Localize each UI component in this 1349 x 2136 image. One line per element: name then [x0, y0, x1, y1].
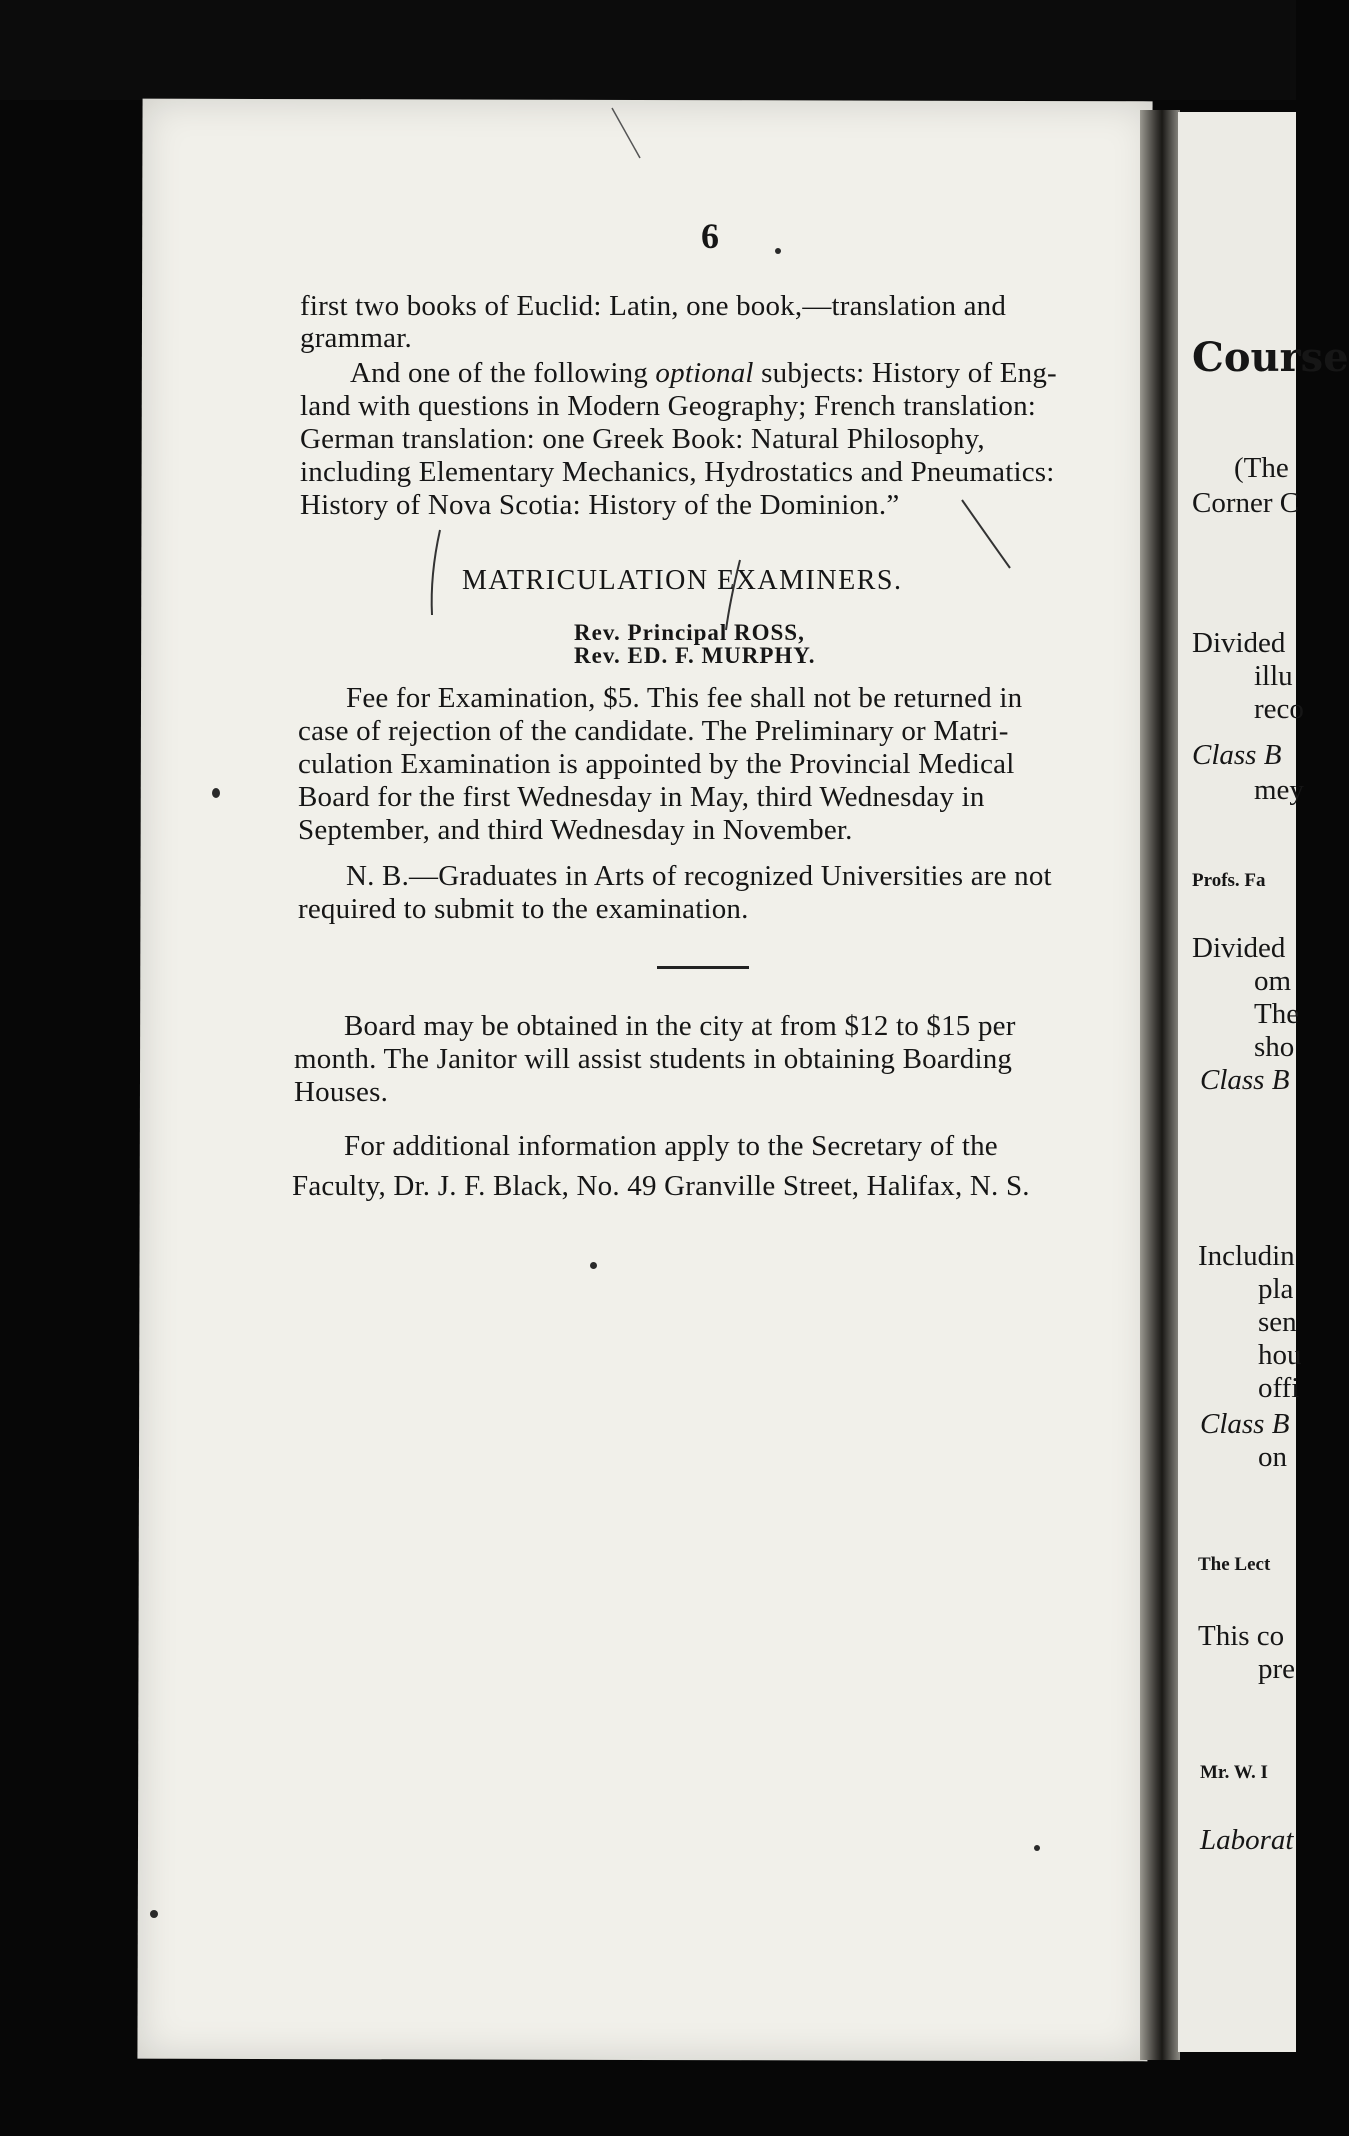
rp-line: Profs. Fa	[1192, 870, 1266, 891]
examiner-1: Rev. Principal ROSS,	[574, 620, 805, 645]
fee-line5: September, and third Wednesday in November.	[298, 814, 853, 846]
rp-line: The	[1254, 998, 1300, 1030]
p2-line1-a: And one of the following	[350, 357, 656, 389]
board-line1: Board may be obtained in the city at from $12 to $15 per	[344, 1010, 1016, 1042]
rp-line: Includin	[1198, 1240, 1295, 1272]
rp-line: illu	[1254, 660, 1293, 692]
p1-line2: grammar.	[300, 322, 412, 354]
pencil-mark-diagonal	[962, 500, 1010, 568]
pencil-mark-top	[612, 108, 640, 158]
examiners-heading: MATRICULATION EXAMINERS.	[462, 565, 903, 596]
rp-line: Divided	[1192, 932, 1286, 964]
rp-line: reco	[1254, 693, 1304, 725]
rp-line: om	[1254, 965, 1292, 997]
rp-line: This co	[1198, 1620, 1285, 1652]
ink-speck	[1034, 1845, 1040, 1851]
board-line3: Houses.	[294, 1076, 389, 1108]
p2-line3: German translation: one Greek Book: Natural Philosophy,	[300, 423, 985, 455]
examiner-2: Rev. ED. F. MURPHY.	[574, 643, 816, 668]
right-page	[1178, 112, 1349, 2052]
ink-speck	[150, 1910, 158, 1918]
ink-speck	[212, 788, 220, 798]
p2-line1-b: subjects: History of Eng-	[753, 357, 1057, 389]
rp-line: offi	[1258, 1372, 1300, 1404]
rp-line: pre	[1258, 1653, 1296, 1685]
pencil-mark-stroke-center	[726, 560, 740, 630]
rp-line: on	[1258, 1441, 1287, 1473]
info-line2: Faculty, Dr. J. F. Black, No. 49 Granville Street, Halifax, N. S.	[292, 1170, 1030, 1202]
p2-line2: land with questions in Modern Geography; French translation:	[300, 390, 1037, 422]
info-line1: For additional information apply to the Secretary of the	[344, 1130, 998, 1162]
pencil-mark-bracket-left	[432, 530, 440, 615]
nb-line2: required to submit to the examination.	[298, 893, 749, 925]
rp-line: sho	[1254, 1031, 1295, 1063]
fee-line2: case of rejection of the candidate. The Preliminary or Matri-	[298, 715, 1009, 747]
page-number: 6	[701, 216, 719, 256]
right-page-title: Course	[1192, 334, 1349, 381]
rp-line: Class B	[1200, 1408, 1290, 1440]
p1-line1: first two books of Euclid: Latin, one book,—translation and	[300, 290, 1007, 322]
ink-speck	[590, 1262, 597, 1269]
rp-line: sen	[1258, 1306, 1297, 1338]
rp-line: pla	[1258, 1273, 1294, 1305]
p2-line1-optional: optional	[655, 357, 754, 389]
rp-line: Class B	[1200, 1064, 1290, 1096]
p2-line5: History of Nova Scotia: History of the Dominion.”	[300, 489, 900, 521]
rp-line: Laborat	[1200, 1824, 1294, 1856]
rp-line: Class B	[1192, 739, 1282, 771]
rp-line: hou	[1258, 1339, 1302, 1371]
rp-line: mey	[1254, 774, 1304, 806]
fee-line4: Board for the first Wednesday in May, third Wednesday in	[298, 781, 985, 813]
board-line2: month. The Janitor will assist students in obtaining Boarding	[294, 1043, 1013, 1075]
rp-line: (The	[1234, 452, 1289, 484]
rp-line: Mr. W. I	[1200, 1762, 1268, 1783]
fee-line3: culation Examination is appointed by the Provincial Medical	[298, 748, 1015, 780]
rp-line: Corner C	[1192, 487, 1300, 519]
fee-line1: Fee for Examination, $5. This fee shall not be returned in	[346, 682, 1023, 714]
rp-line: The Lect	[1198, 1554, 1271, 1575]
ink-speck	[775, 248, 781, 254]
nb-line1: N. B.—Graduates in Arts of recognized Universities are not	[346, 860, 1052, 892]
rp-line: Divided	[1192, 627, 1286, 659]
p2-line4: including Elementary Mechanics, Hydrostatics and Pneumatics:	[300, 456, 1055, 488]
